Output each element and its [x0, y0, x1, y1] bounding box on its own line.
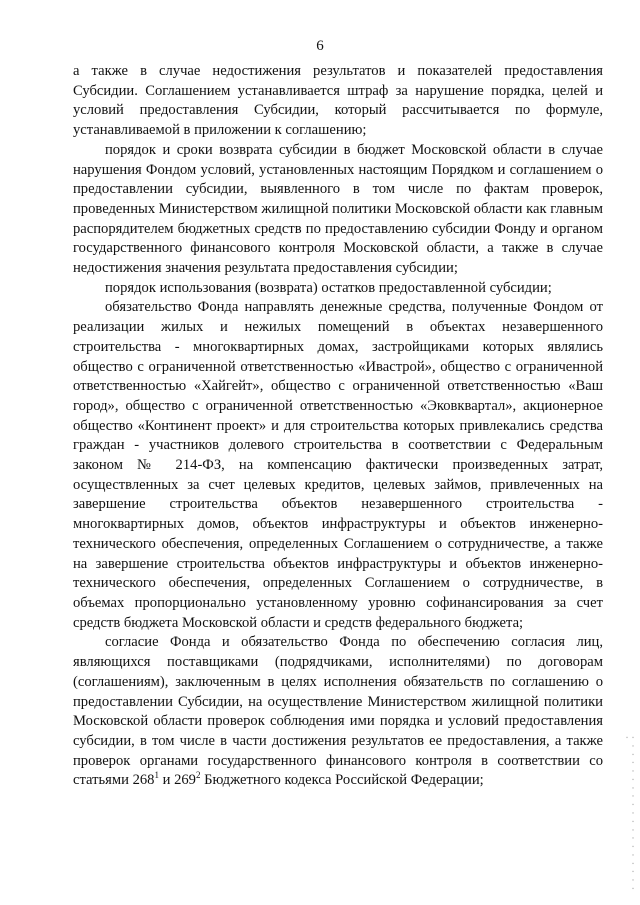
- consent-text: согласие Фонда и обязательство Фонда по обеспечению согласия лиц, являющихся поставщиками (подрядчиками, исполнителями) по договорам (соглашениям), заключенным в целях исполнения обязательств по соглашению о предоставлении Субсидии, на осуществление Министерством жилищной политики Московской области проверок соблюдения ими порядка и условий предоставления субсидии, в том числе в части достижения результатов ее предоставления, а также проверок органами государственного финансового контроля в соответствии со статьями 268: [73, 634, 603, 789]
- paragraph-fund-obligation: обязательство Фонда направлять денежные средства, полученные Фондом от реализации жилых и нежилых помещений в объектах незавершенного строительства - многоквартирных домах, застройщиками которых являлись общество с ограниченной ответственностью «Ивастрой», общество с ограниченной ответственностью «Хайгейт», общество с ограниченной ответственностью «Ваш город», общество с ограниченной ответственностью «Эковквартал», акционерное общество «Континент проект» и для строительства которых привлекались средства граждан - участников долевого строительства в соответствии с Федеральным законом № 214-ФЗ, на компенсацию фактически произведенных затрат, осуществленных за счет целевых кредитов, целевых займов, привлеченных на завершение строительства объектов незавершенного строительства - многоквартирных домов, объектов инфраструктуры и объектов инженерно-технического обеспечения, определенных Соглашением о сотрудничестве, а также на завершение строительства объектов инфраструктуры и объектов инженерно-технического обеспечения, определенных Соглашением о сотрудничестве, в объемах пропорционально установленному уровню софинансирования за счет средств бюджета Московской области и средств федерального бюджета;: [73, 299, 603, 631]
- paragraph-return-procedure: порядок и сроки возврата субсидии в бюджет Московской области в случае нарушения Фондом условий, установленных настоящим Порядком и соглашением о предоставлении субсидии, выявленного в том числе по фактам проверок, проведенных Министерством жилищной политики Московской области как главным распорядителем бюджетных средств по предоставлению субсидии Фонду и органом государственного финансового контроля Московской области, а также в случае недостижения значения результата предоставления субсидии;: [73, 141, 603, 277]
- paragraph-remaining-funds: порядок использования (возврата) остатков предоставленной субсидии;: [105, 279, 552, 296]
- document-body: [73, 62, 603, 791]
- article-superscript-1: 1: [154, 770, 159, 781]
- consent-text-middle: и 269: [158, 772, 196, 789]
- paragraph-consent: [73, 633, 603, 791]
- article-superscript-2: 2: [195, 770, 201, 781]
- paragraph-penalty: а также в случае недостижения результатов и показателей предоставления Субсидии. Соглашением устанавливается штраф за нарушение порядка, целей и условий предоставления Субсидии, который рассчитывается по формуле, устанавливаемой в приложении к соглашению;: [73, 63, 603, 139]
- margin-scan-mark: ▪ ▪ ▪ ▪ ▪ ▪ ▪ ▪ ▪ ▪ ▪ ▪ ▪ ▪ ▪ ▪ ▪ ▪ ▪ ▪: [624, 735, 636, 893]
- consent-text-end: Бюджетного кодекса Российской Федерации;: [200, 772, 484, 789]
- page-number: 6: [316, 38, 324, 54]
